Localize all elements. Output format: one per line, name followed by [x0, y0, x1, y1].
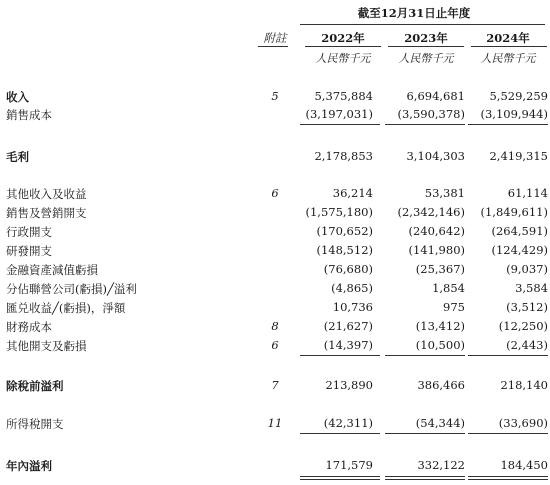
- cell-share-of-associates-2023: 1,854: [432, 281, 465, 295]
- row-label-gross-profit: 毛利: [6, 150, 29, 164]
- cell-profit-before-tax-2023: 386,466: [417, 378, 465, 392]
- year-rule-2023: [388, 46, 464, 47]
- cell-income-tax-2022: (42,311): [323, 416, 373, 430]
- cell-fx-gain-2022: 10,736: [332, 300, 373, 314]
- subtotal-rule-2023: [385, 124, 465, 125]
- cell-impairment-2024: (9,037): [506, 262, 548, 276]
- cell-rnd-expenses-2023: (141,980): [408, 243, 465, 257]
- cell-fx-gain-2023: 975: [443, 300, 465, 314]
- row-note-finance-costs: 8: [271, 319, 279, 333]
- cell-income-tax-2023: (54,344): [415, 416, 465, 430]
- cell-selling-expenses-2024: (1,849,611): [480, 205, 548, 219]
- cell-finance-costs-2024: (12,250): [498, 319, 548, 333]
- subtotal-rule-2024: [468, 124, 548, 125]
- row-label-income-tax: 所得稅開支: [6, 417, 64, 431]
- cell-admin-expenses-2024: (264,591): [491, 224, 548, 238]
- row-note-other-income: 6: [271, 186, 279, 200]
- cell-profit-before-tax-2024: 218,140: [500, 378, 548, 392]
- year-header-2024: 2024年: [486, 31, 530, 45]
- cell-gross-profit-2022: 2,178,853: [314, 149, 373, 163]
- row-note-other-expenses: 6: [271, 338, 279, 352]
- year-rule-2022: [305, 46, 381, 47]
- cell-other-income-2023: 53,381: [424, 186, 465, 200]
- year-header-2023: 2023年: [404, 31, 448, 45]
- cell-impairment-2022: (76,680): [323, 262, 373, 276]
- subtotal-rule-2-2024: [468, 355, 548, 356]
- cell-gross-profit-2024: 2,419,315: [489, 149, 548, 163]
- cell-finance-costs-2023: (13,412): [415, 319, 465, 333]
- subtotal-rule-3-2024: [468, 433, 548, 434]
- header-rule: [300, 24, 545, 25]
- unit-label-2022: 人民幣千元: [315, 52, 371, 65]
- cell-other-income-2022: 36,214: [332, 186, 373, 200]
- cell-selling-expenses-2022: (1,575,180): [305, 205, 373, 219]
- total-double-rule-top-2022: [300, 476, 380, 477]
- cell-cost-of-sales-2023: (3,590,378): [397, 107, 465, 121]
- row-label-rnd-expenses: 研發開支: [6, 244, 52, 258]
- row-label-share-of-associates: 分佔聯營公司(虧損)╱溢利: [6, 282, 137, 296]
- total-double-rule-bottom-2022: [300, 479, 380, 480]
- cell-share-of-associates-2022: (4,865): [331, 281, 373, 295]
- unit-label-2024: 人民幣千元: [480, 52, 536, 65]
- year-header-2022: 2022年: [321, 31, 365, 45]
- row-label-revenue: 收入: [6, 90, 29, 104]
- cell-revenue-2022: 5,375,884: [314, 89, 373, 103]
- total-double-rule-top-2024: [468, 476, 548, 477]
- year-rule-2024: [471, 46, 547, 47]
- row-label-other-expenses: 其他開支及虧損: [6, 339, 87, 353]
- row-label-cost-of-sales: 銷售成本: [6, 108, 52, 122]
- cell-share-of-associates-2024: 3,584: [515, 281, 548, 295]
- total-double-rule-bottom-2023: [385, 479, 465, 480]
- cell-gross-profit-2023: 3,104,303: [406, 149, 465, 163]
- row-label-fx-gain: 匯兑收益╱(虧損)，淨額: [6, 301, 126, 315]
- note-column-header: 附註: [263, 31, 287, 45]
- subtotal-rule-3-2023: [385, 433, 465, 434]
- row-label-finance-costs: 財務成本: [6, 320, 52, 334]
- cell-cost-of-sales-2022: (3,197,031): [305, 107, 373, 121]
- subtotal-rule-3-2022: [300, 433, 380, 434]
- cell-fx-gain-2024: (3,512): [506, 300, 548, 314]
- row-label-profit-before-tax: 除稅前溢利: [6, 379, 64, 393]
- cell-admin-expenses-2023: (240,642): [408, 224, 465, 238]
- unit-label-2023: 人民幣千元: [398, 52, 454, 65]
- cell-other-expenses-2022: (14,397): [323, 338, 373, 352]
- row-note-profit-before-tax: 7: [271, 378, 279, 392]
- row-label-other-income: 其他收入及收益: [6, 187, 87, 201]
- cell-impairment-2023: (25,367): [415, 262, 465, 276]
- cell-other-expenses-2023: (10,500): [415, 338, 465, 352]
- subtotal-rule-2-2023: [385, 355, 465, 356]
- cell-cost-of-sales-2024: (3,109,944): [480, 107, 548, 121]
- cell-finance-costs-2022: (21,627): [323, 319, 373, 333]
- row-label-admin-expenses: 行政開支: [6, 225, 52, 239]
- cell-rnd-expenses-2022: (148,512): [316, 243, 373, 257]
- cell-profit-for-year-2023: 332,122: [417, 458, 465, 472]
- cell-rnd-expenses-2024: (124,429): [491, 243, 548, 257]
- row-label-selling-expenses: 銷售及營銷開支: [6, 206, 87, 220]
- subtotal-rule-2-2022: [300, 355, 380, 356]
- row-note-income-tax: 11: [267, 416, 283, 430]
- cell-admin-expenses-2022: (170,652): [316, 224, 373, 238]
- cell-other-expenses-2024: (2,443): [506, 338, 548, 352]
- cell-income-tax-2024: (33,690): [498, 416, 548, 430]
- total-double-rule-bottom-2024: [468, 479, 548, 480]
- row-label-impairment: 金融資產減值虧損: [6, 263, 98, 277]
- cell-revenue-2024: 5,529,259: [489, 89, 548, 103]
- subtotal-rule-2022: [300, 124, 380, 125]
- cell-profit-for-year-2022: 171,579: [325, 458, 373, 472]
- cell-other-income-2024: 61,114: [507, 186, 548, 200]
- total-double-rule-top-2023: [385, 476, 465, 477]
- row-label-profit-for-year: 年內溢利: [6, 459, 52, 473]
- period-title: 截至12月31日止年度: [357, 6, 471, 20]
- cell-profit-for-year-2024: 184,450: [500, 458, 548, 472]
- cell-profit-before-tax-2022: 213,890: [325, 378, 373, 392]
- cell-selling-expenses-2023: (2,342,146): [397, 205, 465, 219]
- row-note-revenue: 5: [271, 89, 279, 103]
- note-header-rule: [258, 46, 288, 47]
- cell-revenue-2023: 6,694,681: [406, 89, 465, 103]
